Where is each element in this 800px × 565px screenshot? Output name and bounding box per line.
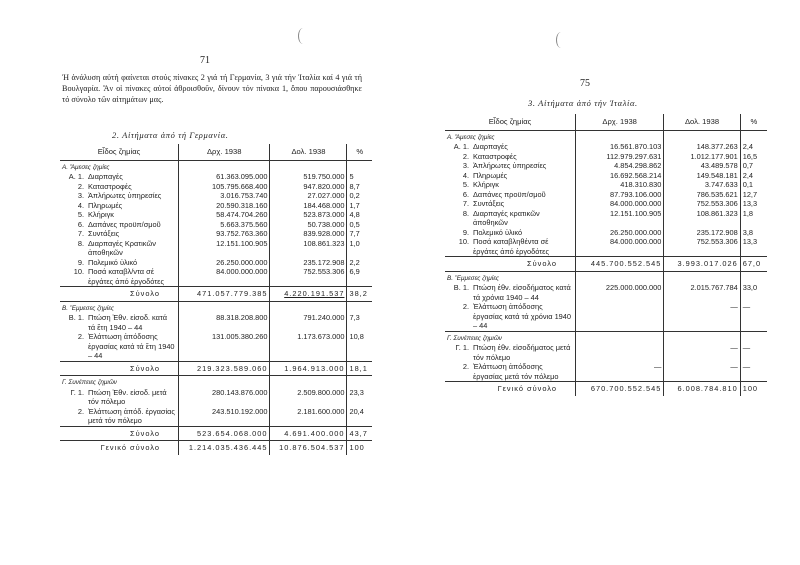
total-percent: 100 bbox=[347, 441, 372, 455]
page-number: 75 bbox=[580, 78, 590, 89]
row-drachmas: 84.000.000.000 bbox=[576, 199, 664, 209]
row-dollars: 947.820.000 bbox=[270, 182, 347, 192]
row-drachmas: 88.318.208.800 bbox=[179, 313, 270, 332]
total-dollars: 4.691.400.000 bbox=[270, 426, 347, 441]
table-row bbox=[60, 258, 372, 268]
row-dollars: 184.468.000 bbox=[270, 201, 347, 211]
row-drachmas: 16.692.568.214 bbox=[576, 171, 664, 181]
blank-cell bbox=[347, 160, 372, 172]
table-row bbox=[445, 237, 767, 257]
table-row bbox=[445, 161, 767, 171]
row-label: Ποσά καταβλ/ντα σέ ἐργάτες ἀπό ἐργοδότες bbox=[88, 267, 165, 286]
intro-paragraph: Ἡ ἀνάλυση αὐτή φαίνεται στούς πίνακες 2 γιά τή Γερμανία, 3 γιά τήν Ἰταλία καί 4 γιά τή Βουλγαρία. Ἄν οἱ πίνακες αὐτοί ἀθροισθοῦν, δίνουν τόν πίνακα 1, ὅπου παρουσιάσθηκε τό σύνολο τῶν αἰτημάτων μας. bbox=[62, 73, 362, 104]
section-label: Α. Ἄμεσες ζημίες bbox=[62, 163, 110, 171]
table-row bbox=[445, 343, 767, 362]
table-row bbox=[60, 239, 372, 258]
row-percent: 6,9 bbox=[347, 267, 372, 287]
row-percent: — bbox=[740, 343, 767, 362]
row-label: Διαρπαγές Κρατικῶν ἀποθηκῶν bbox=[88, 238, 156, 257]
row-dollars: 791.240.000 bbox=[270, 313, 347, 332]
total-percent: 67,0 bbox=[740, 257, 767, 272]
row-dollars: 27.027.000 bbox=[270, 191, 347, 201]
total-drachmas: 523.654.068.000 bbox=[179, 426, 270, 441]
row-label: Ἐλάττωση ἀπόδ. ἐργασίας μετά τόν πόλεμο bbox=[88, 406, 175, 425]
row-label: Δαπάνες προϋπ/σμοῦ bbox=[473, 189, 546, 199]
table-row bbox=[60, 313, 372, 332]
total-label: Σύνολο bbox=[130, 289, 160, 298]
blank-cell bbox=[740, 130, 767, 142]
row-label: Διαρπαγές bbox=[88, 172, 123, 181]
total-label: Σύνολο bbox=[130, 428, 160, 438]
header-percent: % bbox=[347, 144, 372, 160]
table-title: 2. Αἰτήματα ἀπό τή Γερμανία. bbox=[112, 130, 229, 140]
blank-cell bbox=[179, 160, 270, 172]
table-row bbox=[445, 199, 767, 209]
total-drachmas: 670.700.552.545 bbox=[576, 382, 664, 396]
row-drachmas: — bbox=[576, 362, 664, 382]
row-drachmas: 61.363.095.000 bbox=[179, 172, 270, 182]
row-dollars: 752.553.306 bbox=[270, 267, 347, 287]
scan-mark bbox=[556, 32, 566, 48]
table-row bbox=[60, 229, 372, 239]
row-label: Ποσά καταβληθέντα σέ ἐργάτες ἀπό ἐργοδότες bbox=[473, 237, 550, 256]
row-drachmas: 93.752.763.360 bbox=[179, 229, 270, 239]
row-label: Πληρωμές bbox=[88, 200, 123, 210]
row-dollars: — bbox=[664, 343, 740, 362]
header-row bbox=[60, 144, 372, 160]
row-drachmas: 243.510.192.000 bbox=[179, 407, 270, 427]
row-number: Β. 1. bbox=[68, 313, 84, 322]
row-number: 2. bbox=[462, 151, 469, 161]
row-drachmas: 12.151.100.905 bbox=[179, 239, 270, 258]
total-label: Γενικό σύνολο bbox=[497, 384, 557, 393]
table-row bbox=[60, 332, 372, 361]
row-dollars: — bbox=[664, 362, 740, 382]
row-percent: 13,3 bbox=[740, 199, 767, 209]
row-percent: 16,5 bbox=[740, 152, 767, 162]
row-drachmas: 84.000.000.000 bbox=[179, 267, 270, 287]
row-dollars: 519.750.000 bbox=[270, 172, 347, 182]
section-label: Α. Ἄμεσες ζημίες bbox=[447, 133, 495, 141]
table-row bbox=[445, 362, 767, 382]
row-drachmas: 225.000.000.000 bbox=[576, 283, 664, 302]
row-drachmas: 4.854.298.862 bbox=[576, 161, 664, 171]
total-label: Γενικό σύνολο bbox=[100, 443, 160, 452]
row-label: Κλήριγκ bbox=[88, 210, 114, 219]
row-percent: 2,4 bbox=[740, 142, 767, 152]
row-percent: 33,0 bbox=[740, 283, 767, 302]
header-dollars: Δολ. 1938 bbox=[270, 144, 347, 160]
table-row bbox=[445, 142, 767, 152]
row-percent: 7,7 bbox=[347, 229, 372, 239]
row-number: 9. bbox=[77, 257, 84, 267]
total-row bbox=[60, 426, 372, 441]
row-label: Πληρωμές bbox=[473, 170, 508, 180]
row-dollars: 523.873.000 bbox=[270, 210, 347, 220]
row-percent: 8,7 bbox=[347, 182, 372, 192]
row-percent: 4,8 bbox=[347, 210, 372, 220]
table-row bbox=[60, 191, 372, 201]
row-drachmas: 84.000.000.000 bbox=[576, 237, 664, 257]
table-row bbox=[445, 209, 767, 228]
table-row bbox=[445, 190, 767, 200]
row-number: 3. bbox=[462, 161, 469, 170]
row-number: Α. 1. bbox=[453, 142, 469, 151]
table-row bbox=[445, 152, 767, 162]
section-heading bbox=[445, 331, 767, 343]
row-number: 6. bbox=[462, 189, 469, 199]
row-dollars: 149.548.181 bbox=[664, 171, 740, 181]
row-drachmas: 12.151.100.905 bbox=[576, 209, 664, 228]
total-row bbox=[60, 287, 372, 302]
header-row bbox=[445, 114, 767, 130]
header-drachmas: Δρχ. 1938 bbox=[576, 114, 664, 130]
page-number: 71 bbox=[200, 55, 210, 66]
row-dollars: 235.172.908 bbox=[664, 228, 740, 238]
row-drachmas: 26.250.000.000 bbox=[576, 228, 664, 238]
total-dollars: 1.964.913.000 bbox=[270, 361, 347, 376]
section-heading bbox=[445, 271, 767, 283]
blank-cell bbox=[179, 301, 270, 313]
blank-cell bbox=[347, 376, 372, 388]
header-percent: % bbox=[740, 114, 767, 130]
row-label: Διαρπαγές bbox=[473, 142, 508, 151]
section-heading bbox=[445, 130, 767, 142]
row-dollars: 108.861.323 bbox=[664, 209, 740, 228]
row-drachmas: 112.979.297.631 bbox=[576, 152, 664, 162]
row-drachmas: 418.310.830 bbox=[576, 180, 664, 190]
row-drachmas: 3.016.753.740 bbox=[179, 191, 270, 201]
total-percent: 43,7 bbox=[347, 426, 372, 441]
total-dollars: 4.220.191.537 bbox=[270, 287, 347, 302]
section-heading bbox=[60, 301, 372, 313]
row-label: Δαπάνες προϋπ/σμοῦ bbox=[88, 219, 161, 229]
row-drachmas bbox=[576, 302, 664, 331]
header-drachmas: Δρχ. 1938 bbox=[179, 144, 270, 160]
row-dollars: 2.015.767.784 bbox=[664, 283, 740, 302]
row-percent: 12,7 bbox=[740, 190, 767, 200]
table-row bbox=[60, 267, 372, 287]
row-label: Ἐλάττωση ἀπόδοσης ἐργασίας κατά τά ἔτη 1940 – 44 bbox=[88, 332, 175, 360]
row-drachmas bbox=[576, 343, 664, 362]
row-label: Πολεμικό ὑλικό bbox=[88, 257, 138, 267]
italy-table bbox=[445, 114, 767, 396]
table-row bbox=[445, 283, 767, 302]
blank-cell bbox=[576, 130, 664, 142]
row-drachmas: 26.250.000.000 bbox=[179, 258, 270, 268]
row-drachmas: 58.474.704.260 bbox=[179, 210, 270, 220]
row-percent: 3,8 bbox=[740, 228, 767, 238]
row-label: Πτώση ἐθν. εἰσοδήματος κατά τά χρόνια 1940 – 44 bbox=[473, 283, 571, 302]
row-number: 5. bbox=[77, 210, 84, 219]
row-dollars: 2.509.800.000 bbox=[270, 388, 347, 407]
row-drachmas: 87.793.106.000 bbox=[576, 190, 664, 200]
row-drachmas: 131.005.380.260 bbox=[179, 332, 270, 361]
row-percent: 1,7 bbox=[347, 201, 372, 211]
scan-mark bbox=[298, 28, 308, 44]
row-percent: — bbox=[740, 362, 767, 382]
row-label: Κλήριγκ bbox=[473, 180, 499, 189]
row-number: 3. bbox=[77, 191, 84, 200]
row-number: 2. bbox=[77, 332, 84, 341]
row-number: 2. bbox=[462, 362, 469, 371]
header-item: Εἶδος ζημίας bbox=[97, 147, 141, 156]
total-percent: 38,2 bbox=[347, 287, 372, 302]
row-number: 7. bbox=[462, 199, 469, 208]
total-drachmas: 471.057.779.385 bbox=[179, 287, 270, 302]
section-heading bbox=[60, 376, 372, 388]
blank-cell bbox=[740, 331, 767, 343]
table-row bbox=[445, 228, 767, 238]
table-row bbox=[60, 388, 372, 407]
row-percent: 2,2 bbox=[347, 258, 372, 268]
row-dollars: 50.738.000 bbox=[270, 220, 347, 230]
blank-cell bbox=[664, 331, 740, 343]
row-dollars: 148.377.263 bbox=[664, 142, 740, 152]
total-drachmas: 445.700.552.545 bbox=[576, 257, 664, 272]
blank-cell bbox=[664, 271, 740, 283]
row-percent: 0,2 bbox=[347, 191, 372, 201]
row-drachmas: 16.561.870.103 bbox=[576, 142, 664, 152]
row-percent: 2,4 bbox=[740, 171, 767, 181]
total-label: Σύνολο bbox=[130, 363, 160, 373]
row-number: 10. bbox=[458, 237, 469, 246]
row-percent: 1,0 bbox=[347, 239, 372, 258]
row-dollars: 108.861.323 bbox=[270, 239, 347, 258]
row-number: 4. bbox=[77, 200, 84, 210]
row-percent: 10,8 bbox=[347, 332, 372, 361]
row-dollars: 1.173.673.000 bbox=[270, 332, 347, 361]
row-drachmas: 280.143.876.000 bbox=[179, 388, 270, 407]
section-label: Γ. Συνέπειες ζημιῶν bbox=[62, 379, 117, 386]
section-label: Γ. Συνέπειες ζημιῶν bbox=[447, 334, 502, 342]
row-number: 5. bbox=[462, 180, 469, 189]
row-label: Συντάξεις bbox=[473, 199, 505, 208]
section-heading bbox=[60, 160, 372, 172]
row-drachmas: 20.590.318.160 bbox=[179, 201, 270, 211]
row-dollars: 786.535.621 bbox=[664, 190, 740, 200]
row-number: Γ. 1. bbox=[455, 343, 469, 352]
row-number: Α. 1. bbox=[68, 172, 84, 181]
row-percent: 1,8 bbox=[740, 209, 767, 228]
row-drachmas: 5.663.375.560 bbox=[179, 220, 270, 230]
row-number: 9. bbox=[462, 227, 469, 237]
total-drachmas: 1.214.035.436.445 bbox=[179, 441, 270, 455]
row-drachmas: 105.795.668.400 bbox=[179, 182, 270, 192]
row-label: Καταστροφές bbox=[88, 181, 132, 191]
row-percent: 7,3 bbox=[347, 313, 372, 332]
row-label: Πτώση Ἐθν. εἰσοδ. κατά τά ἔτη 1940 – 44 bbox=[88, 313, 168, 332]
row-percent: 0,1 bbox=[740, 180, 767, 190]
total-percent: 18,1 bbox=[347, 361, 372, 376]
row-percent: 13,3 bbox=[740, 237, 767, 257]
table-title: 3. Αἰτήματα ἀπό τήν Ἰταλία. bbox=[528, 98, 638, 108]
total-percent: 100 bbox=[740, 382, 767, 396]
table-row bbox=[60, 210, 372, 220]
header-item: Εἶδος ζημίας bbox=[488, 117, 532, 126]
row-dollars: 752.553.306 bbox=[664, 199, 740, 209]
row-number: 4. bbox=[462, 170, 469, 180]
row-label: Ἐλάττωση ἀπόδοσης ἐργασίας μετά τόν πόλεμο bbox=[473, 362, 559, 381]
blank-cell bbox=[664, 130, 740, 142]
header-dollars: Δολ. 1938 bbox=[664, 114, 740, 130]
table-row bbox=[60, 407, 372, 427]
total-row bbox=[60, 361, 372, 376]
row-dollars: 1.012.177.901 bbox=[664, 152, 740, 162]
row-label: Ἀπλήρωτες ὑπηρεσίες bbox=[88, 191, 162, 200]
row-number: 2. bbox=[462, 302, 469, 311]
row-number: 7. bbox=[77, 229, 84, 238]
row-percent: 23,3 bbox=[347, 388, 372, 407]
section-label: Β. Ἔμμεσες ζημίες bbox=[62, 304, 114, 312]
row-label: Καταστροφές bbox=[473, 151, 517, 161]
row-label: Πτώση Ἐθν. εἰσοδ. μετά τόν πόλεμο bbox=[88, 387, 167, 406]
row-label: Συντάξεις bbox=[88, 229, 120, 238]
row-number: 10. bbox=[73, 267, 84, 276]
table-row bbox=[60, 220, 372, 230]
grand-total-row bbox=[445, 382, 767, 396]
row-label: Διαρπαγές κρατικῶν ἀποθηκῶν bbox=[473, 208, 540, 227]
row-dollars: 2.181.600.000 bbox=[270, 407, 347, 427]
table-row bbox=[60, 201, 372, 211]
blank-cell bbox=[179, 376, 270, 388]
row-number: Γ. 1. bbox=[70, 387, 84, 397]
right-page bbox=[400, 0, 800, 565]
row-number: 2. bbox=[77, 181, 84, 191]
table-row bbox=[445, 180, 767, 190]
grand-total-row bbox=[60, 441, 372, 455]
row-dollars: 752.553.306 bbox=[664, 237, 740, 257]
row-dollars: 839.928.000 bbox=[270, 229, 347, 239]
total-dollars: 3.993.017.026 bbox=[664, 257, 740, 272]
table-row bbox=[60, 172, 372, 182]
total-dollars: 10.876.504.537 bbox=[270, 441, 347, 455]
row-percent: 0,5 bbox=[347, 220, 372, 230]
table-row bbox=[445, 171, 767, 181]
blank-cell bbox=[270, 376, 347, 388]
row-dollars: 235.172.908 bbox=[270, 258, 347, 268]
row-number: 6. bbox=[77, 219, 84, 229]
germany-table bbox=[60, 144, 372, 455]
section-label: Β. Ἔμμεσες ζημίες bbox=[447, 274, 499, 282]
row-dollars: 3.747.633 bbox=[664, 180, 740, 190]
row-number: 8. bbox=[77, 238, 84, 248]
row-dollars: — bbox=[664, 302, 740, 331]
row-label: Πολεμικό ὑλικό bbox=[473, 227, 523, 237]
row-number: Β. 1. bbox=[453, 283, 469, 292]
row-label: Ἐλάττωση ἀπόδοσης ἐργασίας κατά τά χρόνια 1940 – 44 bbox=[473, 302, 572, 330]
row-dollars: 43.489.578 bbox=[664, 161, 740, 171]
blank-cell bbox=[740, 271, 767, 283]
row-percent: 0,7 bbox=[740, 161, 767, 171]
blank-cell bbox=[576, 331, 664, 343]
table-row bbox=[60, 182, 372, 192]
row-percent: — bbox=[740, 302, 767, 331]
blank-cell bbox=[270, 301, 347, 313]
blank-cell bbox=[576, 271, 664, 283]
blank-cell bbox=[270, 160, 347, 172]
total-row bbox=[445, 257, 767, 272]
row-label: Πτώση ἐθν. εἰσοδήματος μετά τόν πόλεμο bbox=[473, 343, 571, 362]
row-percent: 5 bbox=[347, 172, 372, 182]
row-number: 8. bbox=[462, 208, 469, 218]
total-drachmas: 219.323.589.060 bbox=[179, 361, 270, 376]
row-percent: 20,4 bbox=[347, 407, 372, 427]
table-row bbox=[445, 302, 767, 331]
row-number: 2. bbox=[77, 406, 84, 416]
row-label: Ἀπλήρωτες ὑπηρεσίες bbox=[473, 161, 547, 170]
total-dollars: 6.008.784.810 bbox=[664, 382, 740, 396]
blank-cell bbox=[347, 301, 372, 313]
total-label: Σύνολο bbox=[527, 259, 557, 268]
